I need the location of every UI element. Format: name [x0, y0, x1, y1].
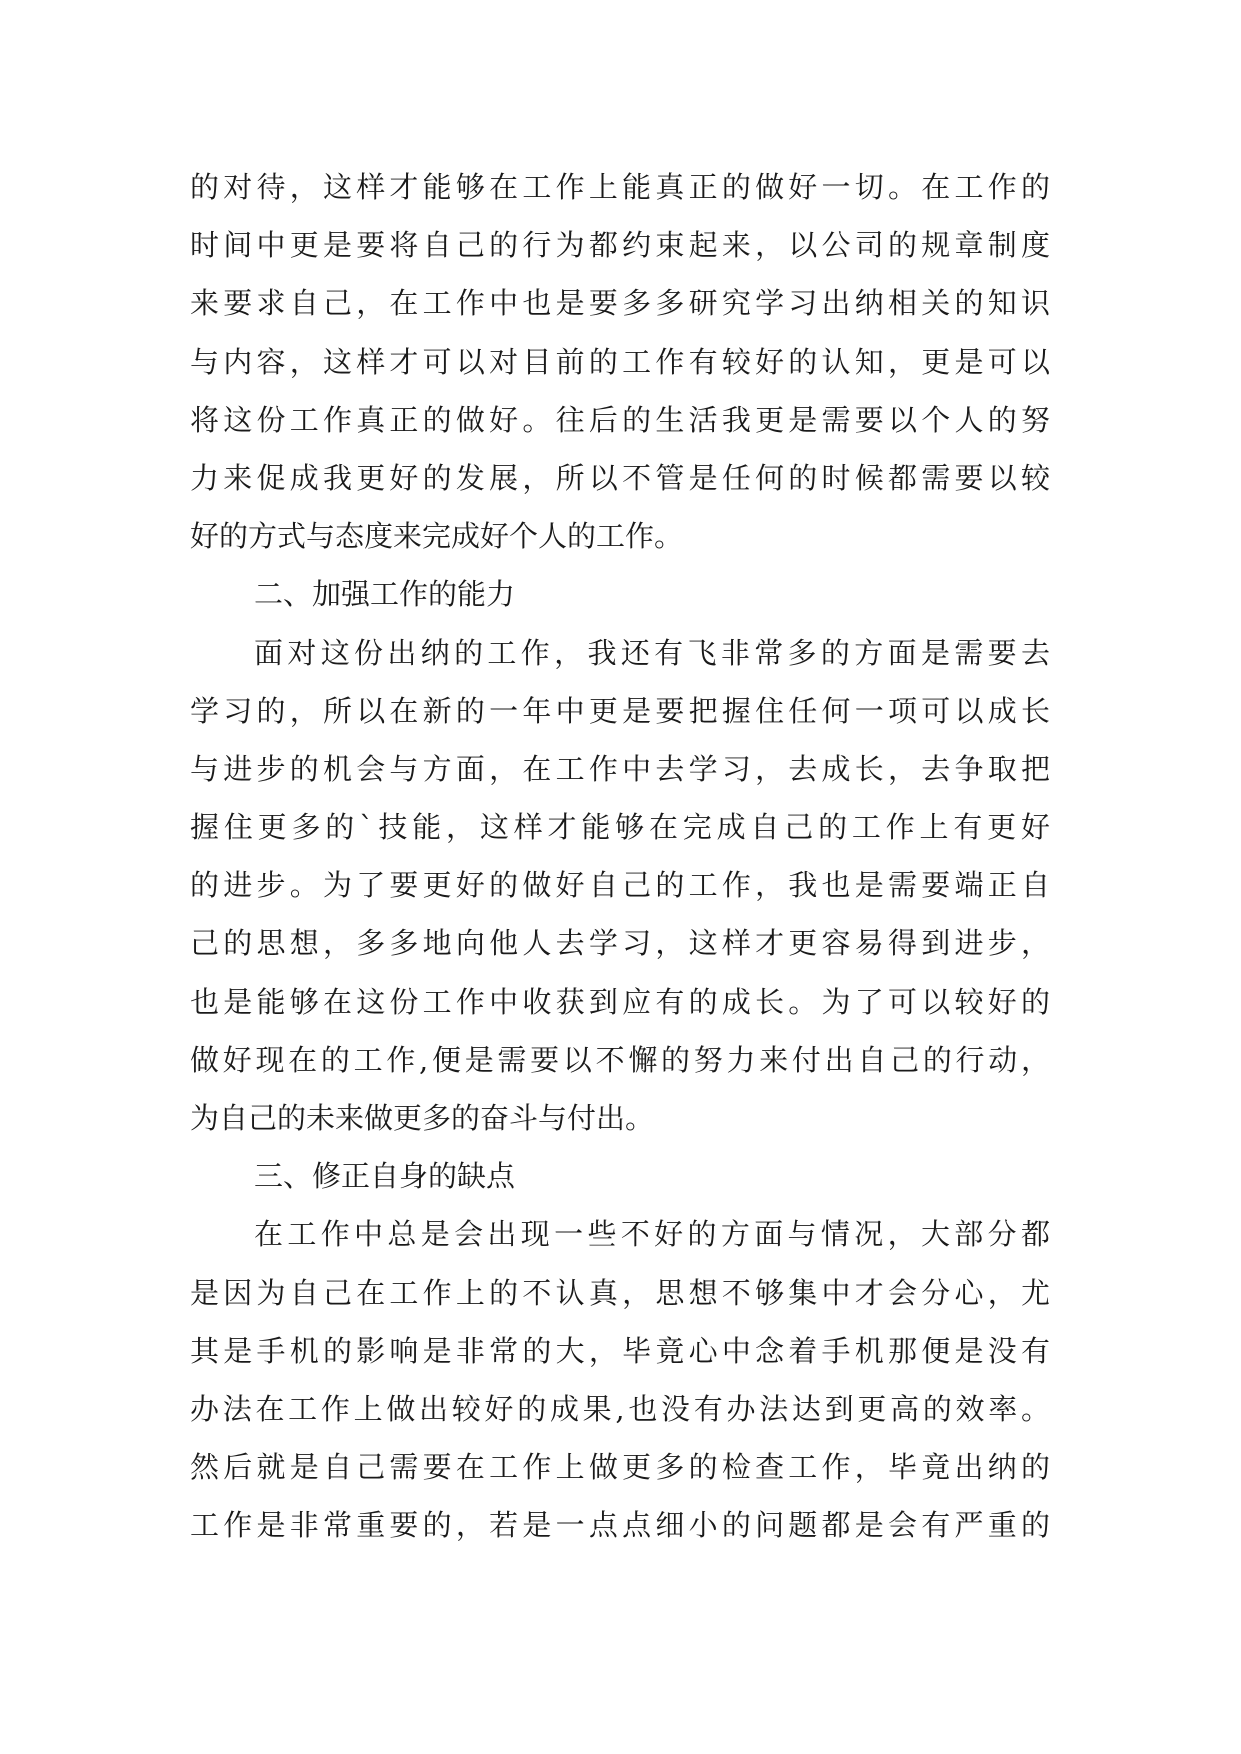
- body-line: 面对这份出纳的工作，我还有飞非常多的方面是需要去: [254, 635, 1050, 670]
- body-line: 然后就是自己需要在工作上做更多的检查工作，毕竟出纳的: [190, 1450, 1050, 1485]
- body-line: 时间中更是要将自己的行为都约束起来，以公司的规章制度: [190, 228, 1050, 263]
- body-line: 为自己的未来做更多的奋斗与付出。: [190, 1101, 655, 1135]
- body-line: 己的思想，多多地向他人去学习，这样才更容易得到进步，: [190, 926, 1050, 961]
- body-line: 来要求自己，在工作中也是要多多研究学习出纳相关的知识: [190, 286, 1050, 321]
- body-line: 将这份工作真正的做好。往后的生活我更是需要以个人的努: [190, 402, 1050, 437]
- body-line: 的对待，这样才能够在工作上能真正的做好一切。在工作的: [190, 170, 1050, 204]
- section-heading: 三、修正自身的缺点: [254, 1159, 516, 1194]
- body-line: 是因为自己在工作上的不认真，思想不够集中才会分心，尤: [190, 1275, 1050, 1310]
- body-line: 力来促成我更好的发展，所以不管是任何的时候都需要以较: [190, 460, 1050, 495]
- body-line: 与内容，这样才可以对目前的工作有较好的认知，更是可以: [190, 344, 1050, 379]
- body-line: 其是手机的影响是非常的大，毕竟心中念着手机那便是没有: [190, 1333, 1050, 1368]
- body-line: 学习的，所以在新的一年中更是要把握住任何一项可以成长: [190, 693, 1050, 728]
- body-line: 工作是非常重要的，若是一点点细小的问题都是会有严重的: [190, 1508, 1050, 1543]
- body-line: 握住更多的`技能，这样才能够在完成自己的工作上有更好: [190, 810, 1050, 845]
- document-body: [190, 158, 1050, 1555]
- body-line: 好的方式与态度来完成好个人的工作。: [190, 519, 684, 554]
- body-line: 也是能够在这份工作中收获到应有的成长。为了可以较好的: [190, 984, 1050, 1019]
- body-line: 做好现在的工作,便是需要以不懈的努力来付出自己的行动，: [190, 1042, 1050, 1077]
- body-line: 与进步的机会与方面，在工作中去学习，去成长，去争取把: [190, 751, 1050, 786]
- body-line: 的进步。为了要更好的做好自己的工作，我也是需要端正自: [190, 868, 1050, 903]
- section-heading: 二、加强工作的能力: [254, 577, 516, 612]
- body-line: 办法在工作上做出较好的成果,也没有办法达到更高的效率。: [190, 1391, 1050, 1426]
- body-line: 在工作中总是会出现一些不好的方面与情况，大部分都: [254, 1217, 1050, 1252]
